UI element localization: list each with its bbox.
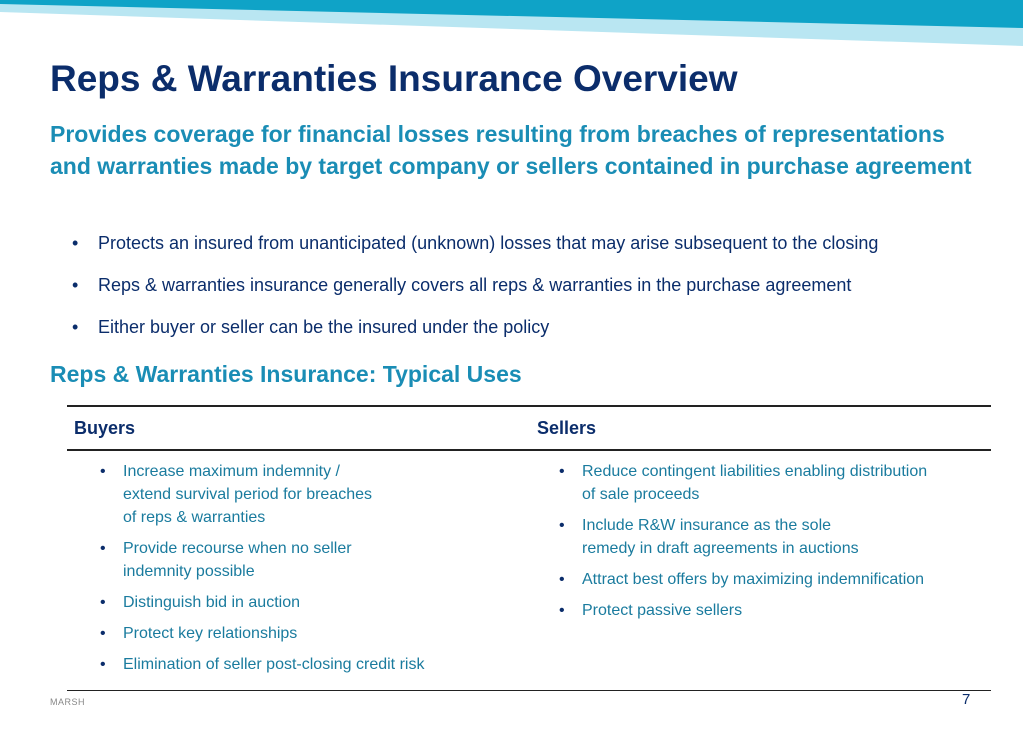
sellers-column-header: Sellers [537,417,597,438]
typical-uses-table [67,405,991,691]
seller-use-item: • Reduce contingent liabilities enabling distribution of sale proceeds [559,460,991,506]
footer-brand-logo: MARSH [50,697,86,707]
seller-use-item: • Protect passive sellers [559,599,991,622]
buyer-use-item: • Protect key relationships [100,622,529,645]
buyer-use-item: • Elimination of seller post-closing credit risk [100,653,529,676]
page-number: 7 [962,691,971,708]
table-header-row [67,407,991,451]
slide-subtitle: Provides coverage for financial losses resulting from breaches of representations and warranties made by target company or sellers contained in purchase agreement [50,121,972,179]
top-decorative-band [0,0,1023,50]
table-body-row [67,451,991,690]
buyer-use-item: • Distinguish bid in auction [100,591,529,614]
sellers-column [529,460,991,684]
seller-use-item: • Include R&W insurance as the sole remedy in draft agreements in auctions [559,514,991,560]
overview-bullet-list [72,232,1012,358]
overview-bullet: • Either buyer or seller can be the insured under the policy [72,316,1012,339]
buyer-use-item: • Increase maximum indemnity / extend survival period for breaches of reps & warranties [100,460,529,529]
typical-uses-heading: Reps & Warranties Insurance: Typical Uses [50,361,522,387]
buyers-column [67,460,529,684]
slide-title: Reps & Warranties Insurance Overview [50,58,738,99]
buyer-use-item: • Provide recourse when no seller indemnity possible [100,537,529,583]
seller-use-item: • Attract best offers by maximizing indemnification [559,568,991,591]
overview-bullet: • Protects an insured from unanticipated (unknown) losses that may arise subsequent to the closing [72,232,1012,255]
overview-bullet: • Reps & warranties insurance generally covers all reps & warranties in the purchase agreement [72,274,1012,297]
buyers-column-header: Buyers [74,417,136,438]
